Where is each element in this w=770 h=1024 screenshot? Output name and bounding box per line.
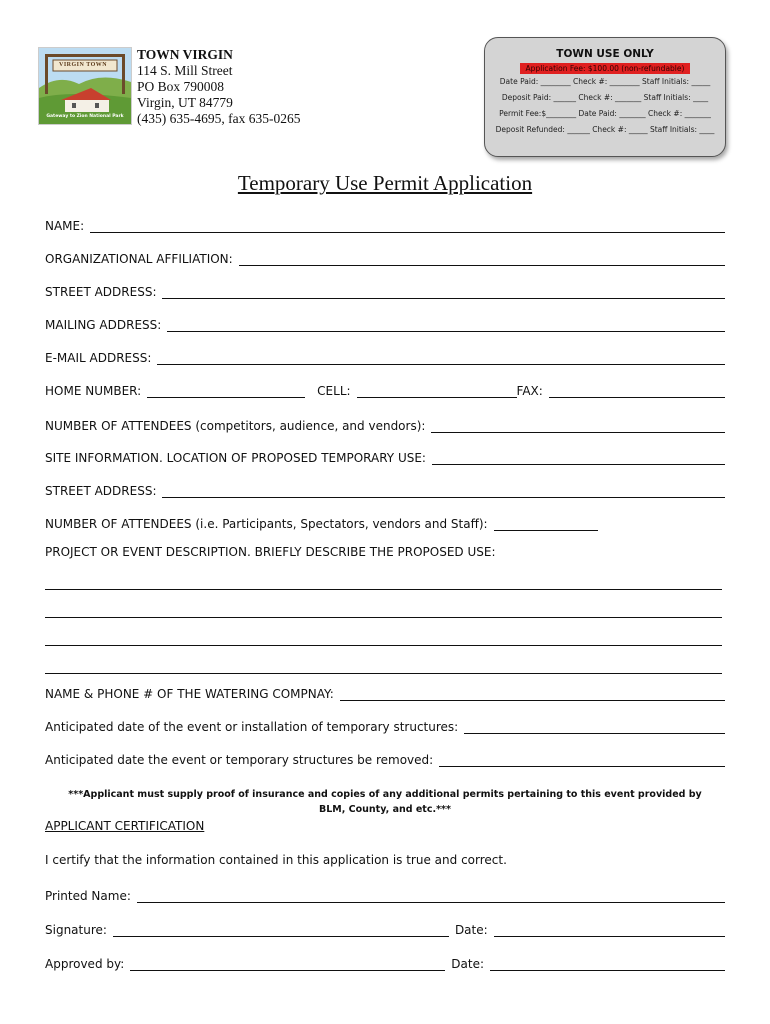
watering-company-field[interactable]	[340, 688, 725, 701]
home-number-label: HOME NUMBER:	[45, 384, 142, 398]
name-row	[45, 219, 725, 233]
fax-label: FAX:	[516, 384, 543, 398]
site-information-field[interactable]	[432, 452, 725, 465]
printed-name-label: Printed Name:	[45, 889, 131, 903]
town-use-row: Deposit Refunded: ______ Check #: _____ Staff Initials: ____	[495, 125, 715, 134]
address-line: 114 S. Mill Street	[137, 63, 233, 78]
printed-name-row	[45, 889, 725, 903]
event-start-field[interactable]	[464, 721, 725, 734]
org-name: TOWN VIRGIN	[137, 47, 233, 62]
signature-field[interactable]	[113, 924, 449, 937]
signature-label: Signature:	[45, 923, 107, 937]
fax-field[interactable]	[549, 385, 725, 398]
approved-by-label: Approved by:	[45, 957, 125, 971]
logo-text: VIRGIN TOWN	[59, 62, 108, 68]
description-line[interactable]	[45, 645, 722, 646]
org-affiliation-field[interactable]	[239, 253, 725, 266]
town-logo	[38, 47, 132, 125]
town-use-row: Permit Fee:$________ Date Paid: _______ Check #: _______	[499, 109, 711, 118]
event-removal-field[interactable]	[439, 754, 725, 767]
town-use-title: TOWN USE ONLY	[556, 48, 654, 60]
printed-name-field[interactable]	[137, 890, 725, 903]
town-use-row: Date Paid: ________ Check #: ________ Staff Initials: _____	[499, 77, 711, 86]
site-street-address-field[interactable]	[162, 485, 725, 498]
signature-date-label: Date:	[454, 923, 488, 937]
email-row	[45, 351, 725, 365]
approved-date-label: Date:	[451, 957, 484, 971]
home-number-field[interactable]	[147, 385, 305, 398]
signature-row	[45, 923, 725, 937]
signature-date-field[interactable]	[494, 924, 725, 937]
town-use-only-box	[484, 37, 726, 157]
event-removal-label: Anticipated date the event or temporary structures be removed:	[45, 753, 434, 767]
mailing-address-row	[45, 318, 725, 332]
email-field[interactable]	[157, 352, 725, 365]
event-removal-row	[45, 753, 725, 767]
street-address-field[interactable]	[162, 286, 725, 299]
attendees-field[interactable]	[431, 420, 725, 433]
applicant-certification-heading: APPLICANT CERTIFICATION	[45, 819, 205, 833]
event-start-label: Anticipated date of the event or installation of temporary structures:	[45, 720, 459, 734]
site-street-address-row	[45, 484, 725, 498]
application-fee-note: Application Fee: $100.00 (non-refundable)	[520, 63, 690, 74]
description-line[interactable]	[45, 617, 722, 618]
event-start-row	[45, 720, 725, 734]
attendees2-row	[45, 517, 725, 531]
insurance-note: ***Applicant must supply proof of insurance and copies of any additional permits pertaining to this event provided by BLM, County, and etc.***	[68, 789, 702, 815]
certification-statement: I certify that the information contained in this application is true and correct.	[45, 853, 507, 867]
cell-field[interactable]	[357, 385, 517, 398]
approved-by-row	[45, 957, 725, 971]
org-affiliation-row	[45, 252, 725, 266]
watering-company-row	[45, 687, 725, 701]
attendees-row	[45, 419, 725, 433]
logo-tagline: Gateway to Zion National Park	[46, 114, 124, 119]
description-label: PROJECT OR EVENT DESCRIPTION. BRIEFLY DESCRIBE THE PROPOSED USE:	[45, 545, 496, 559]
mailing-address-field[interactable]	[167, 319, 725, 332]
address-line: (435) 635-4695, fax 635-0265	[137, 111, 301, 126]
name-label: NAME:	[45, 219, 85, 233]
description-line[interactable]	[45, 673, 722, 674]
cell-label: CELL:	[317, 384, 351, 398]
attendees2-label: NUMBER OF ATTENDEES (i.e. Participants, Spectators, vendors and Staff):	[45, 517, 488, 531]
phone-row	[45, 384, 725, 398]
town-address	[137, 47, 300, 127]
email-label: E-MAIL ADDRESS:	[45, 351, 152, 365]
approved-date-field[interactable]	[490, 958, 725, 971]
town-use-row: Deposit Paid: ______ Check #: _______ Staff Initials: ____	[501, 93, 709, 102]
site-street-address-label: STREET ADDRESS:	[45, 484, 157, 498]
site-information-label: SITE INFORMATION. LOCATION OF PROPOSED TEMPORARY USE:	[45, 451, 426, 465]
street-address-row	[45, 285, 725, 299]
approved-by-field[interactable]	[130, 958, 445, 971]
org-affiliation-label: ORGANIZATIONAL AFFILIATION:	[45, 252, 233, 266]
attendees-label: NUMBER OF ATTENDEES (competitors, audience, and vendors):	[45, 419, 426, 433]
name-field[interactable]	[90, 220, 725, 233]
mailing-address-label: MAILING ADDRESS:	[45, 318, 162, 332]
address-line: PO Box 790008	[137, 79, 225, 94]
description-row	[45, 545, 725, 559]
street-address-label: STREET ADDRESS:	[45, 285, 157, 299]
attendees2-field[interactable]	[494, 518, 598, 531]
watering-company-label: NAME & PHONE # OF THE WATERING COMPNAY:	[45, 687, 334, 701]
description-line[interactable]	[45, 589, 722, 590]
address-line: Virgin, UT 84779	[137, 95, 233, 110]
form-title: Temporary Use Permit Application	[237, 171, 533, 195]
site-information-row	[45, 451, 725, 465]
